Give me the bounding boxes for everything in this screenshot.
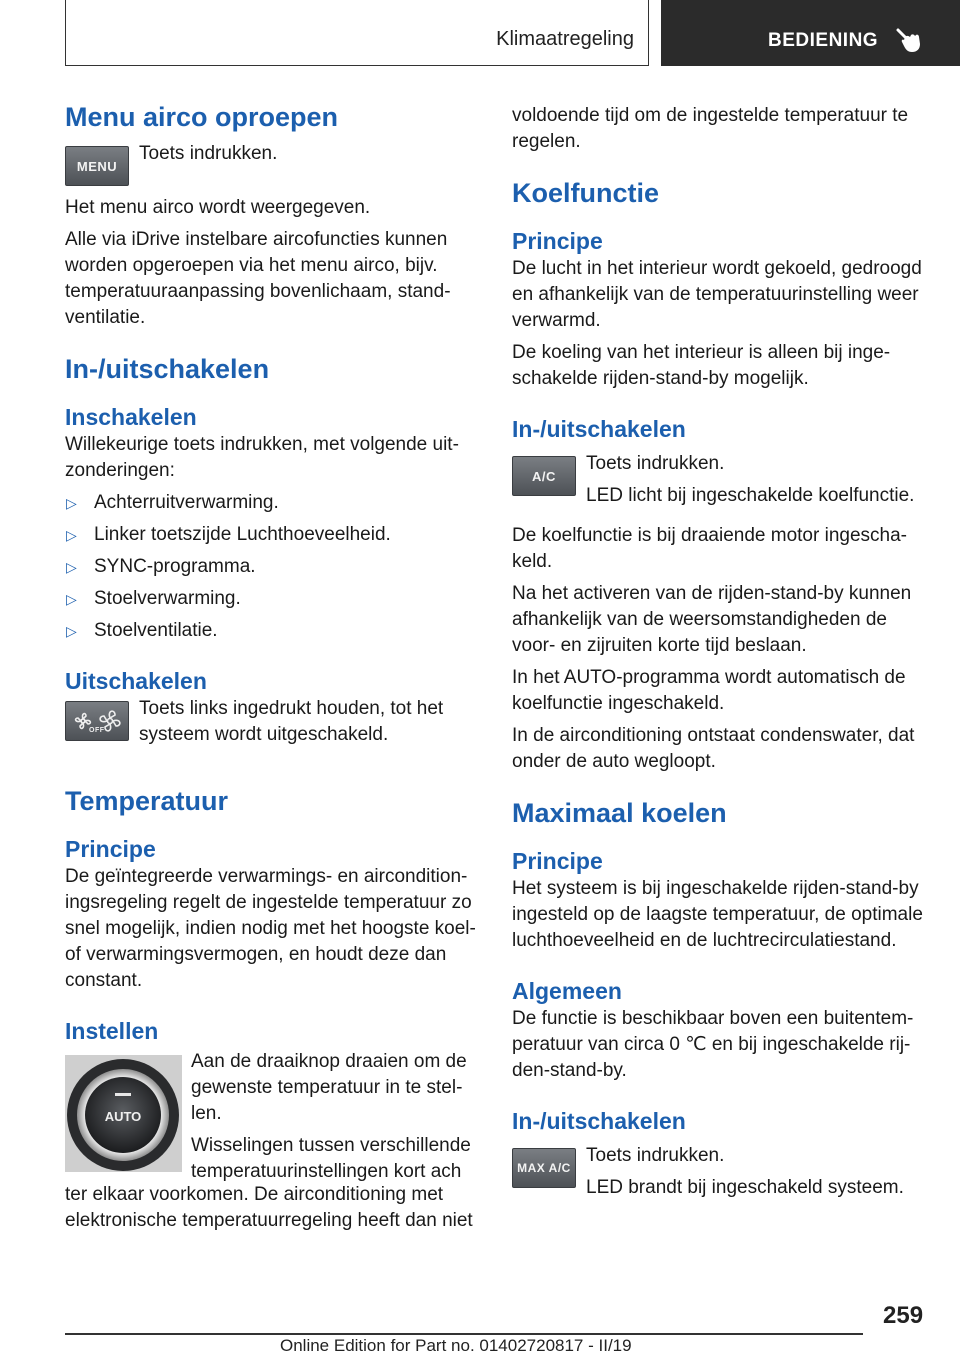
ac-led-text: LED licht bij ingeschakelde koelfunctie.	[586, 485, 915, 506]
page-number: 259	[883, 1302, 924, 1329]
ac-button-image: A/C	[512, 456, 576, 496]
paragraph: De functie is beschikbaar boven een buitentemperatuur van circa 0 ℃ en bij ingeschakelde rijden-stand-by.	[512, 1008, 914, 1081]
paragraph: In de airconditioning ontstaat condenswater, dat onder de auto wegloopt.	[512, 725, 915, 772]
fan-off-icon	[65, 701, 129, 741]
subsection-title-principe: Principe	[512, 848, 603, 874]
left-column	[65, 100, 478, 1234]
menu-button-image: MENU	[65, 146, 129, 186]
footer-divider	[65, 1333, 863, 1335]
max-ac-button-text: Toets indrukken.	[586, 1145, 725, 1166]
header-section-title: Klimaatregeling	[496, 28, 634, 50]
subsection-title-instellen: Instellen	[65, 1018, 159, 1044]
triangle-bullet-icon: ▷	[66, 591, 77, 607]
paragraph: Het systeem is bij ingeschakelde rijden-stand-by ingesteld op de laagste temperatuur, de optimale luchthoeveelheid en de luchtrecirculatiestand.	[512, 878, 923, 951]
triangle-bullet-icon: ▷	[66, 495, 77, 511]
triangle-bullet-icon: ▷	[66, 623, 77, 639]
subsection-title-algemeen: Algemeen	[512, 978, 622, 1004]
header-chapter-label: BEDIENING	[768, 30, 879, 51]
knob-auto-label: AUTO	[104, 1109, 142, 1124]
exceptions-list	[65, 490, 478, 644]
footer-edition: Online Edition for Part no. 01402720817 - II/19	[280, 1336, 632, 1355]
paragraph: Wisselingen tussen verschillende temperatuurinstellingen kort ach	[191, 1135, 471, 1182]
menu-button-text: Toets indrukken.	[139, 143, 278, 164]
ac-button-text: Toets indrukken.	[586, 453, 725, 474]
list-item: ▷ Linker toetszijde Luchthoeveelheid.	[65, 522, 478, 548]
subsection-title-principe: Principe	[512, 228, 603, 254]
paragraph: ter elkaar voorkomen. De airconditioning met elektronische temperatuurregeling heeft dan niet	[65, 1184, 473, 1231]
svg-text:OFF: OFF	[89, 727, 105, 734]
section-title-menu-airco: Menu airco oproepen	[65, 102, 339, 132]
paragraph: Alle via iDrive instelbare aircofuncties kunnen worden opgeroepen via het menu airco, bijv. temperatuuraanpassing bovenlichaam, standventilatie.	[65, 229, 451, 328]
paragraph: Aan de draaiknop draaien om de gewenste temperatuur in te stellen.	[191, 1051, 467, 1124]
paragraph: voldoende tijd om de ingestelde temperatuur te regelen.	[512, 105, 909, 152]
section-title-in-uitschakelen: In-/uitschakelen	[65, 354, 270, 384]
triangle-bullet-icon: ▷	[66, 559, 77, 575]
list-item: ▷ Stoelventilatie.	[65, 618, 478, 644]
list-item: ▷ Stoelverwarming.	[65, 586, 478, 612]
subsection-title-uitschakelen: Uitschakelen	[65, 668, 207, 694]
section-title-koelfunctie: Koelfunctie	[512, 178, 660, 208]
fan-off-text: Toets links ingedrukt houden, tot het systeem wordt uitgeschakeld.	[139, 698, 444, 745]
subsection-title-in-uitschakelen: In-/uitschakelen	[512, 1108, 686, 1134]
list-item: ▷ SYNC-programma.	[65, 554, 478, 580]
section-title-temperatuur: Temperatuur	[65, 786, 229, 816]
max-ac-led-text: LED brandt bij ingeschakeld systeem.	[586, 1177, 904, 1198]
max-ac-button-image: MAX A/C	[512, 1148, 576, 1188]
paragraph: De geïntegreerde verwarmings- en airconditioningsregeling regelt de ingestelde temperatuur zo snel mogelijk, indien nodig met het hoogste koel- of verwarmingsvermogen, en houdt deze dan constant.	[65, 866, 476, 991]
header-section-box	[65, 0, 649, 66]
temperature-knob-image	[65, 1055, 182, 1172]
subsection-title-in-uitschakelen: In-/uitschakelen	[512, 416, 686, 442]
paragraph: In het AUTO-programma wordt automatisch de koelfunctie ingeschakeld.	[512, 667, 906, 714]
paragraph: Willekeurige toets indrukken, met volgende uitzonderingen:	[65, 434, 459, 481]
paragraph: De lucht in het interieur wordt gekoeld, gedroogd en afhankelijk van de temperatuurinstelling weer verwarmd.	[512, 258, 922, 331]
header-chapter-tab	[661, 0, 960, 66]
section-title-maximaal-koelen: Maximaal koelen	[512, 798, 727, 828]
subsection-title-inschakelen: Inschakelen	[65, 404, 197, 430]
hand-pointer-icon	[894, 24, 924, 54]
paragraph: Het menu airco wordt weergegeven.	[65, 197, 371, 218]
subsection-title-principe: Principe	[65, 836, 156, 862]
paragraph: De koelfunctie is bij draaiende motor ingeschakeld.	[512, 525, 907, 572]
list-item: ▷ Achterruitverwarming.	[65, 490, 478, 516]
paragraph: De koeling van het interieur is alleen bij ingeschakelde rijden-stand-by mogelijk.	[512, 342, 891, 389]
paragraph: Na het activeren van de rijden-stand-by kunnen afhankelijk van de weersomstandigheden de voor- en zijruiten korte tijd beslaan.	[512, 583, 912, 656]
triangle-bullet-icon: ▷	[66, 527, 77, 543]
right-column	[512, 100, 930, 1201]
